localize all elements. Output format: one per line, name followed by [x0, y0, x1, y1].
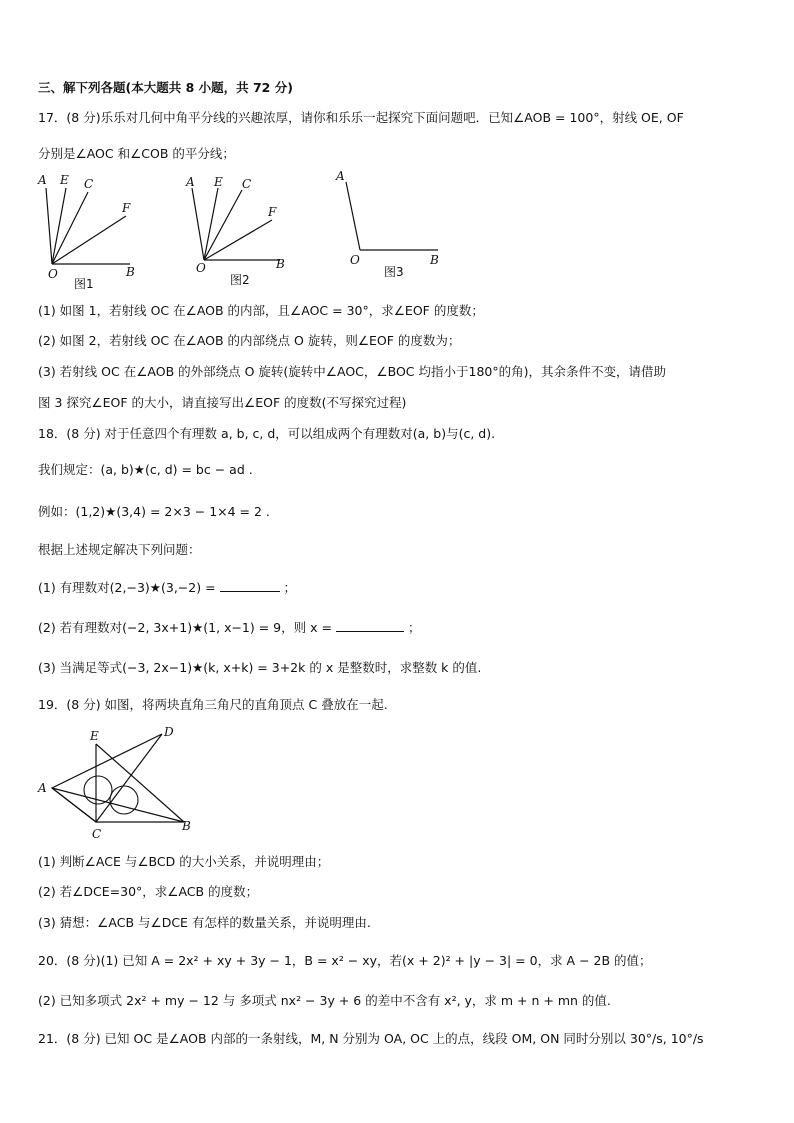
q18-stem: 18．(8 分) 对于任意四个有理数 a, b, c, d，可以组成两个有理数对(a, b)与(c, d).	[38, 426, 496, 441]
label-F: F	[268, 205, 277, 219]
label-E: E	[214, 175, 223, 189]
q18-part-2-end: ；	[407, 620, 421, 635]
q18-example: 例如：(1,2)★(3,4) = 2×3 − 1×4 = 2 .	[38, 504, 270, 519]
figure-2-caption: 图2	[230, 273, 250, 287]
q18-part-2	[38, 619, 420, 636]
label-B: B	[276, 257, 285, 271]
q19-part-1: (1) 判断∠ACE 与∠BCD 的大小关系，并说明理由；	[38, 854, 330, 869]
q17-stem-line2: 分别是∠AOC 和∠COB 的平分线；	[38, 146, 235, 161]
label-B: B	[182, 819, 191, 833]
label-E: E	[60, 173, 69, 187]
label-A: A	[186, 175, 195, 189]
q17-stem-line1: 17．(8 分)乐乐对几何中角平分线的兴趣浓厚，请你和乐乐一起探究下面问题吧．已知∠AOB = 100°，射线 OE, OF	[38, 110, 684, 125]
label-D: D	[164, 725, 174, 739]
q17-figure-1	[30, 168, 150, 296]
q17-figure-3	[330, 168, 450, 288]
label-O: O	[350, 253, 360, 267]
q18-part-2-text: (2) 若有理数对(−2, 3x+1)★(1, x−1) = 9，则 x =	[38, 620, 332, 635]
q18-rule: 我们规定：(a, b)★(c, d) = bc − ad .	[38, 462, 253, 477]
label-A: A	[38, 781, 47, 795]
q17-part-3-line2: 图 3 探究∠EOF 的大小，请直接写出∠EOF 的度数(不写探究过程)	[38, 395, 407, 410]
q18-part-1-end: ；	[283, 580, 297, 595]
label-B: B	[430, 253, 439, 267]
q17-figure-2	[180, 168, 300, 296]
q21-stem: 21．(8 分) 已知 OC 是∠AOB 内部的一条射线，M, N 分别为 OA, OC 上的点，线段 OM, ON 同时分别以 30°/s, 10°/s	[38, 1031, 704, 1046]
q19-stem: 19．(8 分) 如图，将两块直角三角尺的直角顶点 C 叠放在一起.	[38, 697, 388, 712]
q19-part-3: (3) 猜想：∠ACB 与∠DCE 有怎样的数量关系，并说明理由.	[38, 915, 371, 930]
label-F: F	[122, 201, 131, 215]
q20-part-2: (2) 已知多项式 2x² + my − 12 与 多项式 nx² − 3y + 6 的差中不含有 x², y，求 m + n + mn 的值.	[38, 993, 611, 1008]
q17-part-3-line1: (3) 若射线 OC 在∠AOB 的外部绕点 O 旋转(旋转中∠AOC，∠BOC 均指小于180°的角)，其余条件不变，请借助	[38, 364, 666, 379]
label-A: A	[38, 173, 47, 187]
figure-3-caption: 图3	[384, 265, 404, 279]
section-header: 三、解下列各题(本大题共 8 小题，共 72 分)	[38, 80, 293, 95]
q18-part-2-answer-blank[interactable]	[336, 619, 404, 632]
q18-intro: 根据上述规定解决下列问题：	[38, 542, 201, 557]
q17-part-1: (1) 如图 1，若射线 OC 在∠AOB 的内部，且∠AOC = 30°，求∠EOF 的度数；	[38, 303, 484, 318]
label-C: C	[84, 177, 94, 191]
q18-part-1	[38, 579, 296, 596]
figure-1-caption: 图1	[74, 277, 94, 291]
label-C: C	[242, 177, 252, 191]
q18-part-1-answer-blank[interactable]	[220, 579, 280, 592]
label-B: B	[126, 265, 135, 279]
label-O: O	[48, 267, 58, 281]
q19-figure	[34, 722, 204, 844]
q19-part-2: (2) 若∠DCE=30°，求∠ACB 的度数；	[38, 884, 259, 899]
q18-part-3: (3) 当满足等式(−3, 2x−1)★(k, x+k) = 3+2k 的 x 是整数时，求整数 k 的值.	[38, 660, 482, 675]
label-O: O	[196, 261, 206, 275]
label-E: E	[90, 729, 99, 743]
label-C: C	[92, 827, 102, 841]
label-A: A	[336, 169, 345, 183]
q20-part-1: 20．(8 分)(1) 已知 A = 2x² + xy + 3y − 1，B = x² − xy，若(x + 2)² + |y − 3| = 0，求 A − 2B 的值；	[38, 953, 652, 968]
q18-part-1-text: (1) 有理数对(2,−3)★(3,−2) =	[38, 580, 216, 595]
q17-part-2: (2) 如图 2，若射线 OC 在∠AOB 的内部绕点 O 旋转，则∠EOF 的度数为；	[38, 333, 461, 348]
